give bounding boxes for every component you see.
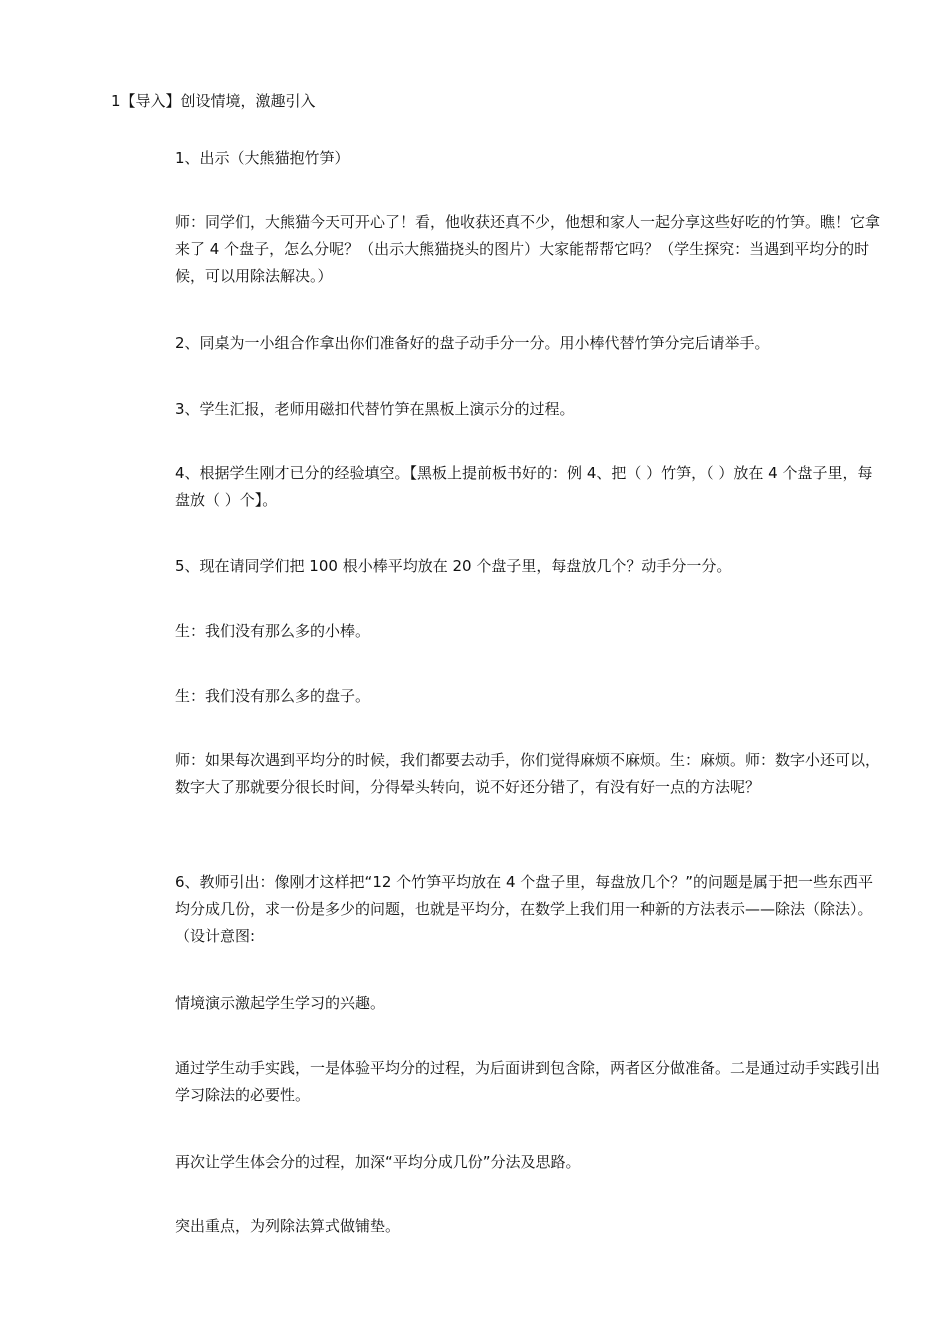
section-heading: 1【导入】创设情境，激趣引入 <box>111 92 316 110</box>
paragraph-step-1: 1、出示（大熊猫抱竹笋） <box>175 149 350 167</box>
paragraph-step-3: 3、学生汇报，老师用磁扣代替竹笋在黑板上演示分的过程。 <box>175 400 575 418</box>
paragraph-design-intent-4: 突出重点，为列除法算式做铺垫。 <box>175 1217 401 1235</box>
paragraph-step-5: 5、现在请同学们把 100 根小棒平均放在 20 个盘子里，每盘放几个？动手分一分。 <box>175 557 732 575</box>
paragraph-teacher-intro: 师：同学们，大熊猫今天可开心了！看，他收获还真不少，他想和家人一起分享这些好吃的竹笋。瞧！它拿来了 4 个盘子，怎么分呢？（出示大熊猫挠头的图片）大家能帮帮它吗？（学生探究：当遇到平均分的时候，可以用除法解决。） <box>175 213 881 285</box>
paragraph-step-6: 6、教师引出：像刚才这样把“12 个竹笋平均放在 4 个盘子里，每盘放几个？”的问题是属于把一些东西平均分成几份，求一份是多少的问题，也就是平均分，在数学上我们用一种新的方法表示——除法（除法）。（设计意图: <box>175 873 874 945</box>
paragraph-student-reply-2: 生：我们没有那么多的盘子。 <box>175 687 371 705</box>
paragraph-teacher-question: 师：如果每次遇到平均分的时候，我们都要去动手，你们觉得麻烦不麻烦。生：麻烦。师：数字小还可以，数字大了那就要分很长时间，分得晕头转向，说不好还分错了，有没有好一点的方法呢？ <box>175 751 881 796</box>
paragraph-student-reply-1: 生：我们没有那么多的小棒。 <box>175 622 371 640</box>
paragraph-design-intent-1: 情境演示激起学生学习的兴趣。 <box>175 994 386 1012</box>
paragraph-design-intent-2: 通过学生动手实践，一是体验平均分的过程，为后面讲到包含除，两者区分做准备。二是通过动手实践引出学习除法的必要性。 <box>175 1059 881 1104</box>
paragraph-design-intent-3: 再次让学生体会分的过程，加深“平均分成几份”分法及思路。 <box>175 1153 581 1171</box>
paragraph-step-4: 4、根据学生刚才已分的经验填空。【黑板上提前板书好的：例 4、把（ ）竹笋，（ ）放在 4 个盘子里，每盘放（ ）个】。 <box>175 464 873 509</box>
paragraph-step-2: 2、同桌为一小组合作拿出你们准备好的盘子动手分一分。用小棒代替竹笋分完后请举手。 <box>175 334 770 352</box>
